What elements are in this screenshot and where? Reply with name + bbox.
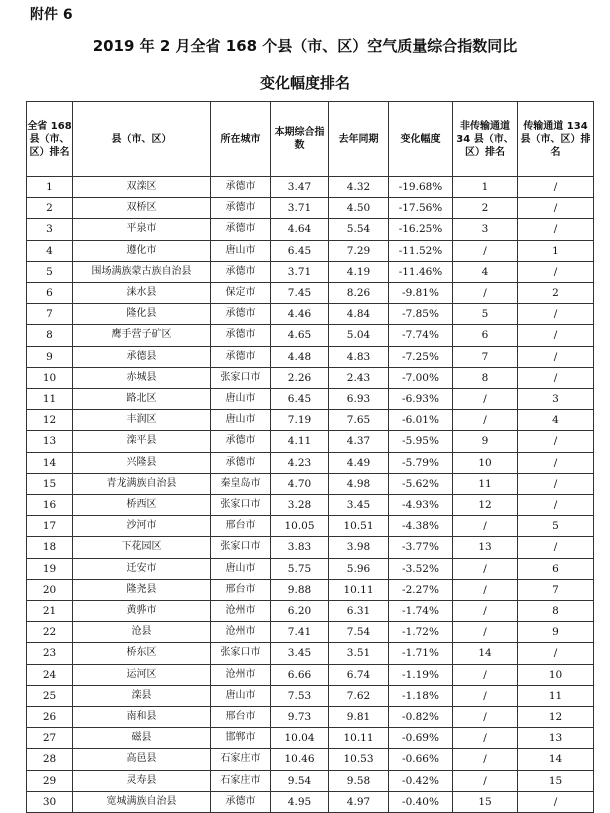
- cell-rank-134: 7: [518, 579, 594, 600]
- cell-rank-34: /: [453, 579, 518, 600]
- cell-rank-134: 12: [518, 707, 594, 728]
- attachment-label: 附件 6: [30, 7, 73, 23]
- cell-rank: 4: [27, 240, 73, 261]
- cell-city: 邢台市: [211, 579, 271, 600]
- cell-county: 双桥区: [73, 198, 211, 219]
- cell-rank-34: 7: [453, 346, 518, 367]
- cell-rank-134: 3: [518, 389, 594, 410]
- cell-last-year: 4.98: [329, 473, 389, 494]
- cell-city: 承德市: [211, 219, 271, 240]
- cell-city: 张家口市: [211, 537, 271, 558]
- ranking-table: [26, 101, 594, 813]
- cell-rank-134: /: [518, 367, 594, 388]
- cell-rank-134: 4: [518, 410, 594, 431]
- cell-county: 青龙满族自治县: [73, 473, 211, 494]
- cell-county: 滦平县: [73, 431, 211, 452]
- cell-rank-34: /: [453, 283, 518, 304]
- cell-change: -0.82%: [389, 707, 453, 728]
- cell-rank-134: /: [518, 198, 594, 219]
- cell-change: -0.40%: [389, 791, 453, 812]
- cell-rank-34: /: [453, 749, 518, 770]
- cell-city: 唐山市: [211, 685, 271, 706]
- cell-city: 唐山市: [211, 410, 271, 431]
- cell-change: -7.74%: [389, 325, 453, 346]
- cell-city: 秦皇岛市: [211, 473, 271, 494]
- cell-last-year: 7.29: [329, 240, 389, 261]
- cell-change: -11.52%: [389, 240, 453, 261]
- cell-change: -9.81%: [389, 283, 453, 304]
- cell-county: 下花园区: [73, 537, 211, 558]
- cell-current-index: 7.45: [271, 283, 329, 304]
- cell-rank: 25: [27, 685, 73, 706]
- cell-rank-134: 11: [518, 685, 594, 706]
- cell-change: -5.62%: [389, 473, 453, 494]
- cell-rank: 24: [27, 664, 73, 685]
- table-row: [27, 579, 594, 600]
- cell-county: 承德县: [73, 346, 211, 367]
- cell-rank-134: /: [518, 346, 594, 367]
- cell-county: 隆尧县: [73, 579, 211, 600]
- cell-city: 张家口市: [211, 643, 271, 664]
- table-row: [27, 219, 594, 240]
- cell-change: -1.71%: [389, 643, 453, 664]
- cell-current-index: 3.47: [271, 177, 329, 198]
- cell-change: -5.95%: [389, 431, 453, 452]
- table-row: [27, 283, 594, 304]
- cell-city: 石家庄市: [211, 770, 271, 791]
- cell-county: 桥西区: [73, 495, 211, 516]
- cell-current-index: 4.64: [271, 219, 329, 240]
- cell-rank-134: /: [518, 452, 594, 473]
- cell-change: -7.00%: [389, 367, 453, 388]
- cell-rank-34: 15: [453, 791, 518, 812]
- cell-current-index: 6.66: [271, 664, 329, 685]
- cell-city: 承德市: [211, 304, 271, 325]
- cell-city: 张家口市: [211, 495, 271, 516]
- cell-rank-34: /: [453, 664, 518, 685]
- table-row: [27, 240, 594, 261]
- cell-county: 黄骅市: [73, 601, 211, 622]
- cell-last-year: 10.51: [329, 516, 389, 537]
- cell-county: 南和县: [73, 707, 211, 728]
- cell-rank-134: 8: [518, 601, 594, 622]
- cell-rank-134: /: [518, 431, 594, 452]
- cell-last-year: 3.98: [329, 537, 389, 558]
- cell-rank-134: 15: [518, 770, 594, 791]
- cell-city: 邢台市: [211, 707, 271, 728]
- cell-change: -1.74%: [389, 601, 453, 622]
- cell-change: -4.38%: [389, 516, 453, 537]
- cell-county: 沧县: [73, 622, 211, 643]
- cell-city: 承德市: [211, 452, 271, 473]
- cell-last-year: 10.53: [329, 749, 389, 770]
- cell-last-year: 5.96: [329, 558, 389, 579]
- cell-current-index: 9.54: [271, 770, 329, 791]
- cell-current-index: 3.28: [271, 495, 329, 516]
- cell-rank: 2: [27, 198, 73, 219]
- table-row: [27, 389, 594, 410]
- cell-rank: 30: [27, 791, 73, 812]
- cell-rank: 10: [27, 367, 73, 388]
- cell-change: -7.85%: [389, 304, 453, 325]
- cell-city: 承德市: [211, 177, 271, 198]
- cell-rank: 27: [27, 728, 73, 749]
- cell-rank-134: /: [518, 325, 594, 346]
- cell-city: 沧州市: [211, 622, 271, 643]
- cell-rank-34: /: [453, 685, 518, 706]
- cell-rank-34: 9: [453, 431, 518, 452]
- cell-last-year: 3.51: [329, 643, 389, 664]
- table-row: [27, 198, 594, 219]
- cell-last-year: 10.11: [329, 728, 389, 749]
- cell-rank-34: 5: [453, 304, 518, 325]
- cell-current-index: 3.71: [271, 261, 329, 282]
- cell-rank-34: 10: [453, 452, 518, 473]
- cell-last-year: 6.74: [329, 664, 389, 685]
- table-row: [27, 346, 594, 367]
- cell-rank-34: /: [453, 516, 518, 537]
- cell-city: 唐山市: [211, 240, 271, 261]
- cell-last-year: 8.26: [329, 283, 389, 304]
- cell-last-year: 7.65: [329, 410, 389, 431]
- table-row: [27, 304, 594, 325]
- cell-city: 承德市: [211, 431, 271, 452]
- header-current-index: 本期综合指数: [271, 102, 329, 177]
- document-subtitle: 变化幅度排名: [259, 74, 350, 92]
- cell-change: -1.19%: [389, 664, 453, 685]
- table-row: [27, 325, 594, 346]
- cell-rank-34: 4: [453, 261, 518, 282]
- table-row: [27, 431, 594, 452]
- cell-last-year: 4.83: [329, 346, 389, 367]
- header-rank-134: 传输通道 134 县（市、区）排名: [518, 102, 594, 177]
- cell-rank: 14: [27, 452, 73, 473]
- cell-city: 石家庄市: [211, 749, 271, 770]
- cell-rank-134: /: [518, 643, 594, 664]
- cell-county: 滦县: [73, 685, 211, 706]
- cell-county: 兴隆县: [73, 452, 211, 473]
- cell-rank-134: 5: [518, 516, 594, 537]
- table-row: [27, 728, 594, 749]
- cell-rank: 23: [27, 643, 73, 664]
- cell-rank: 19: [27, 558, 73, 579]
- table-row: [27, 622, 594, 643]
- cell-last-year: 5.04: [329, 325, 389, 346]
- cell-rank-134: /: [518, 177, 594, 198]
- table-row: [27, 516, 594, 537]
- table-row: [27, 770, 594, 791]
- header-rank-34: 非传输通道 34 县（市、区）排名: [453, 102, 518, 177]
- cell-current-index: 7.41: [271, 622, 329, 643]
- cell-last-year: 9.81: [329, 707, 389, 728]
- cell-rank-34: /: [453, 770, 518, 791]
- cell-rank-134: /: [518, 537, 594, 558]
- cell-rank-134: 10: [518, 664, 594, 685]
- cell-rank-34: /: [453, 389, 518, 410]
- cell-rank-34: 14: [453, 643, 518, 664]
- cell-rank: 11: [27, 389, 73, 410]
- cell-change: -2.27%: [389, 579, 453, 600]
- cell-current-index: 3.83: [271, 537, 329, 558]
- table-header-row: [27, 102, 594, 177]
- cell-current-index: 6.45: [271, 240, 329, 261]
- cell-change: -4.93%: [389, 495, 453, 516]
- cell-rank: 3: [27, 219, 73, 240]
- cell-rank-134: /: [518, 495, 594, 516]
- cell-rank-34: /: [453, 601, 518, 622]
- cell-county: 高邑县: [73, 749, 211, 770]
- cell-rank: 13: [27, 431, 73, 452]
- table-row: [27, 749, 594, 770]
- cell-change: -1.72%: [389, 622, 453, 643]
- cell-city: 沧州市: [211, 601, 271, 622]
- cell-rank-34: /: [453, 728, 518, 749]
- cell-last-year: 4.97: [329, 791, 389, 812]
- cell-rank: 1: [27, 177, 73, 198]
- cell-change: -7.25%: [389, 346, 453, 367]
- cell-county: 鹰手营子矿区: [73, 325, 211, 346]
- cell-current-index: 7.19: [271, 410, 329, 431]
- cell-rank-34: 8: [453, 367, 518, 388]
- cell-change: -17.56%: [389, 198, 453, 219]
- cell-change: -6.93%: [389, 389, 453, 410]
- cell-rank-134: /: [518, 219, 594, 240]
- cell-change: -0.42%: [389, 770, 453, 791]
- cell-rank-34: /: [453, 622, 518, 643]
- table-row: [27, 367, 594, 388]
- table-body: [27, 177, 594, 813]
- cell-rank-34: /: [453, 410, 518, 431]
- cell-change: -3.77%: [389, 537, 453, 558]
- cell-current-index: 3.71: [271, 198, 329, 219]
- cell-city: 承德市: [211, 261, 271, 282]
- cell-city: 张家口市: [211, 367, 271, 388]
- table-row: [27, 707, 594, 728]
- cell-county: 赤城县: [73, 367, 211, 388]
- cell-rank-134: /: [518, 261, 594, 282]
- cell-current-index: 4.48: [271, 346, 329, 367]
- table-row: [27, 495, 594, 516]
- cell-change: -19.68%: [389, 177, 453, 198]
- cell-rank-134: 9: [518, 622, 594, 643]
- cell-rank: 26: [27, 707, 73, 728]
- table-row: [27, 685, 594, 706]
- cell-rank: 15: [27, 473, 73, 494]
- cell-change: -0.69%: [389, 728, 453, 749]
- cell-current-index: 6.45: [271, 389, 329, 410]
- cell-current-index: 9.73: [271, 707, 329, 728]
- cell-current-index: 10.05: [271, 516, 329, 537]
- cell-last-year: 9.58: [329, 770, 389, 791]
- cell-current-index: 4.65: [271, 325, 329, 346]
- cell-rank-134: /: [518, 473, 594, 494]
- header-city: 所在城市: [211, 102, 271, 177]
- cell-county: 双滦区: [73, 177, 211, 198]
- cell-last-year: 7.54: [329, 622, 389, 643]
- cell-current-index: 4.23: [271, 452, 329, 473]
- cell-last-year: 4.49: [329, 452, 389, 473]
- cell-rank: 18: [27, 537, 73, 558]
- table-row: [27, 558, 594, 579]
- cell-county: 桥东区: [73, 643, 211, 664]
- cell-rank-34: 11: [453, 473, 518, 494]
- cell-last-year: 4.37: [329, 431, 389, 452]
- table-row: [27, 473, 594, 494]
- cell-county: 路北区: [73, 389, 211, 410]
- cell-city: 承德市: [211, 346, 271, 367]
- cell-rank-134: 14: [518, 749, 594, 770]
- cell-county: 宽城满族自治县: [73, 791, 211, 812]
- cell-current-index: 10.04: [271, 728, 329, 749]
- cell-change: -1.18%: [389, 685, 453, 706]
- cell-rank-134: 6: [518, 558, 594, 579]
- cell-change: -3.52%: [389, 558, 453, 579]
- cell-current-index: 10.46: [271, 749, 329, 770]
- cell-current-index: 4.70: [271, 473, 329, 494]
- cell-rank-34: 6: [453, 325, 518, 346]
- cell-change: -0.66%: [389, 749, 453, 770]
- cell-last-year: 6.31: [329, 601, 389, 622]
- table-row: [27, 177, 594, 198]
- cell-city: 沧州市: [211, 664, 271, 685]
- cell-last-year: 4.50: [329, 198, 389, 219]
- cell-county: 运河区: [73, 664, 211, 685]
- cell-current-index: 5.75: [271, 558, 329, 579]
- cell-current-index: 4.95: [271, 791, 329, 812]
- cell-rank-34: 13: [453, 537, 518, 558]
- cell-current-index: 2.26: [271, 367, 329, 388]
- cell-county: 围场满族蒙古族自治县: [73, 261, 211, 282]
- table-row: [27, 643, 594, 664]
- cell-rank-34: /: [453, 240, 518, 261]
- cell-rank: 7: [27, 304, 73, 325]
- header-change: 变化幅度: [389, 102, 453, 177]
- cell-rank-34: 2: [453, 198, 518, 219]
- cell-rank: 8: [27, 325, 73, 346]
- cell-city: 邯郸市: [211, 728, 271, 749]
- header-last-year: 去年同期: [329, 102, 389, 177]
- cell-county: 涞水县: [73, 283, 211, 304]
- cell-county: 隆化县: [73, 304, 211, 325]
- cell-rank: 12: [27, 410, 73, 431]
- cell-rank: 20: [27, 579, 73, 600]
- cell-rank-34: /: [453, 707, 518, 728]
- table-row: [27, 452, 594, 473]
- cell-current-index: 9.88: [271, 579, 329, 600]
- cell-county: 迁安市: [73, 558, 211, 579]
- cell-last-year: 4.19: [329, 261, 389, 282]
- cell-rank: 29: [27, 770, 73, 791]
- cell-county: 磁县: [73, 728, 211, 749]
- cell-last-year: 2.43: [329, 367, 389, 388]
- cell-rank-134: 13: [518, 728, 594, 749]
- cell-rank-134: /: [518, 791, 594, 812]
- cell-county: 灵寿县: [73, 770, 211, 791]
- cell-city: 承德市: [211, 325, 271, 346]
- table-row: [27, 791, 594, 812]
- cell-last-year: 6.93: [329, 389, 389, 410]
- table-row: [27, 664, 594, 685]
- cell-city: 承德市: [211, 791, 271, 812]
- cell-current-index: 6.20: [271, 601, 329, 622]
- cell-rank: 6: [27, 283, 73, 304]
- cell-last-year: 10.11: [329, 579, 389, 600]
- cell-county: 丰润区: [73, 410, 211, 431]
- cell-last-year: 5.54: [329, 219, 389, 240]
- cell-change: -11.46%: [389, 261, 453, 282]
- document-title: 2019 年 2 月全省 168 个县（市、区）空气质量综合指数同比: [92, 37, 518, 55]
- cell-rank-34: 12: [453, 495, 518, 516]
- cell-rank: 9: [27, 346, 73, 367]
- cell-rank-134: 1: [518, 240, 594, 261]
- cell-rank-34: /: [453, 558, 518, 579]
- cell-change: -6.01%: [389, 410, 453, 431]
- cell-city: 唐山市: [211, 558, 271, 579]
- cell-current-index: 4.46: [271, 304, 329, 325]
- cell-current-index: 4.11: [271, 431, 329, 452]
- cell-rank: 17: [27, 516, 73, 537]
- table-row: [27, 261, 594, 282]
- cell-city: 承德市: [211, 198, 271, 219]
- cell-change: -16.25%: [389, 219, 453, 240]
- table-row: [27, 537, 594, 558]
- cell-city: 唐山市: [211, 389, 271, 410]
- header-county: 县（市、区）: [73, 102, 211, 177]
- cell-rank: 21: [27, 601, 73, 622]
- cell-last-year: 4.32: [329, 177, 389, 198]
- cell-city: 邢台市: [211, 516, 271, 537]
- header-rank: 全省 168 县（市、区）排名: [27, 102, 73, 177]
- cell-rank-34: 1: [453, 177, 518, 198]
- cell-rank: 5: [27, 261, 73, 282]
- cell-rank-34: 3: [453, 219, 518, 240]
- cell-current-index: 3.45: [271, 643, 329, 664]
- cell-county: 遵化市: [73, 240, 211, 261]
- cell-rank: 22: [27, 622, 73, 643]
- cell-current-index: 7.53: [271, 685, 329, 706]
- cell-rank: 16: [27, 495, 73, 516]
- cell-rank-134: 2: [518, 283, 594, 304]
- cell-last-year: 7.62: [329, 685, 389, 706]
- table-row: [27, 601, 594, 622]
- cell-last-year: 4.84: [329, 304, 389, 325]
- cell-rank-134: /: [518, 304, 594, 325]
- cell-county: 沙河市: [73, 516, 211, 537]
- cell-change: -5.79%: [389, 452, 453, 473]
- cell-county: 平泉市: [73, 219, 211, 240]
- table-row: [27, 410, 594, 431]
- cell-city: 保定市: [211, 283, 271, 304]
- cell-rank: 28: [27, 749, 73, 770]
- cell-last-year: 3.45: [329, 495, 389, 516]
